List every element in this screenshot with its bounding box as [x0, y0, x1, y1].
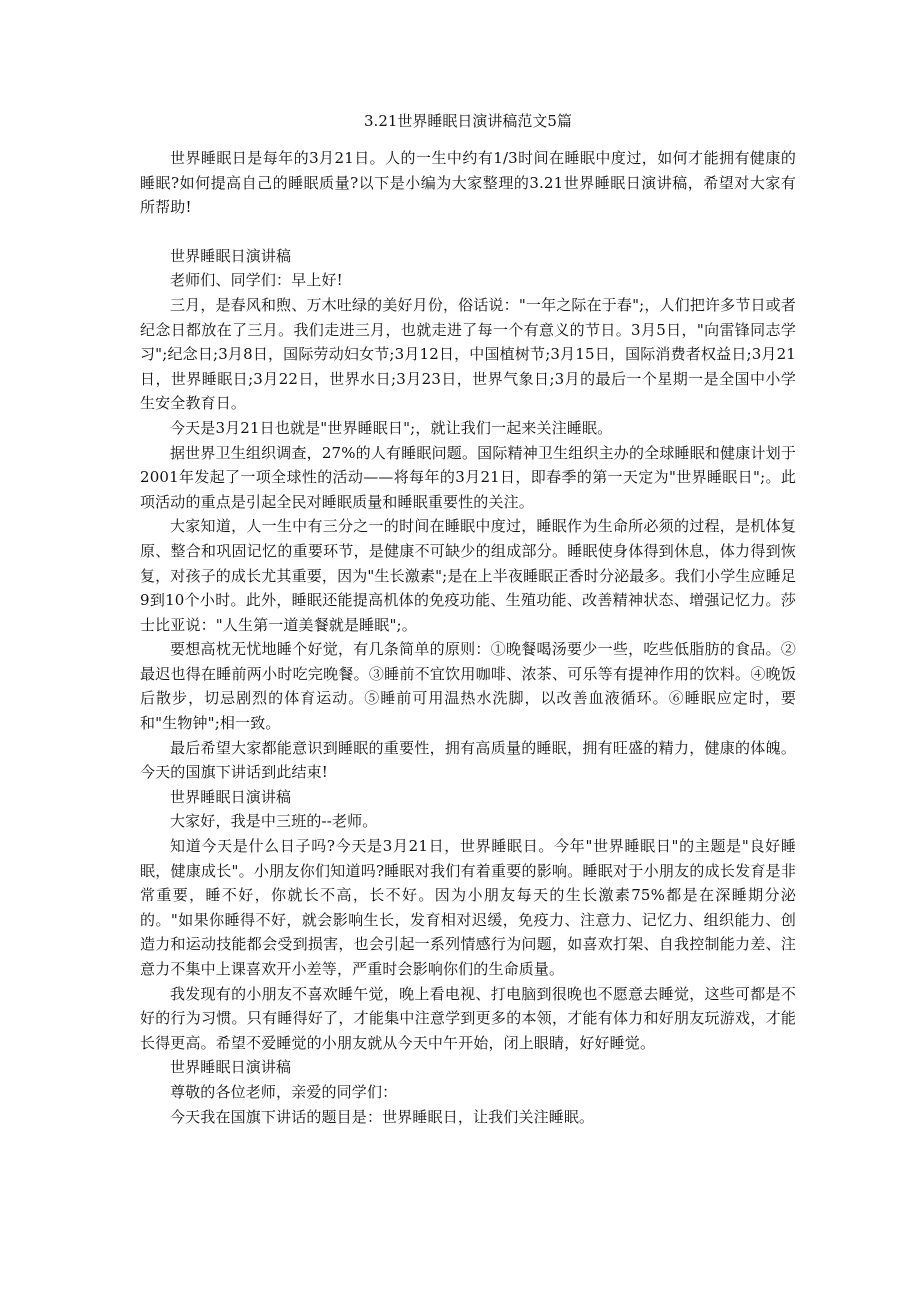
speech3-heading: 世界睡眠日演讲稿: [170, 1058, 292, 1077]
speech1-paragraph: 最后希望大家都能意识到睡眠的重要性，拥有高质量的睡眠，拥有旺盛的精力，健康的体魄。今天的国旗下讲话到此结束!: [140, 738, 796, 782]
speech1-paragraph: 据世界卫生组织调查，27%的人有睡眠问题。国际精神卫生组织主办的全球睡眠和健康计划于2001年发起了一项全球性的活动——将每年的3月21日，即春季的第一天定为"世界睡眠日";。此项活动的重点是引起全民对睡眠质量和睡眠重要性的关注。: [140, 443, 796, 511]
document-title: 3.21世界睡眠日演讲稿范文5篇: [364, 112, 572, 130]
speech2-heading: 世界睡眠日演讲稿: [170, 787, 292, 806]
speech3-greeting: 尊敬的各位老师，亲爱的同学们：: [170, 1082, 398, 1101]
speech1-heading: 世界睡眠日演讲稿: [170, 246, 292, 265]
speech1-paragraph: 大家知道，人一生中有三分之一的时间在睡眠中度过，睡眠作为生命所必须的过程，是机体复原、整合和巩固记忆的重要环节，是健康不可缺少的组成部分。睡眠使身体得到休息，体力得到恢复，对孩子的成长尤其重要，因为"生长激素";是在上半夜睡眠正香时分泌最多。我们小学生应睡足9到10个小时。此外，睡眠还能提高机体的免疫功能、生殖功能、改善精神状态、增强记忆力。莎士比亚说："人生第一道美餐就是睡眠";。: [140, 517, 796, 634]
speech1-paragraph: 要想高枕无忧地睡个好觉，有几条简单的原则：①晚餐喝汤要少一些，吃些低脂肪的食品。②最迟也得在睡前两小时吃完晚餐。③睡前不宜饮用咖啡、浓茶、可乐等有提神作用的饮料。④晚饭后散步，切忌剧烈的体育运动。⑤睡前可用温热水洗脚，以改善血液循环。⑥睡眠应定时，要和"生物钟";相一致。: [140, 640, 796, 733]
speech2-paragraph: 知道今天是什么日子吗?今天是3月21日，世界睡眠日。今年"世界睡眠日"的主题是"良好睡眠，健康成长"。小朋友你们知道吗?睡眠对我们有着重要的影响。睡眠对于小朋友的成长发育是非常重要，睡不好，你就长不高，长不好。因为小朋友每天的生长激素75%都是在深睡期分泌的。"如果你睡得不好，就会影响生长，发育相对迟缓，免疫力、注意力、记忆力、组织能力、创造力和运动技能都会受到损害，也会引起一系列情感行为问题，如喜欢打架、自我控制能力差、注意力不集中上课喜欢开小差等，严重时会影响你们的生命质量。: [140, 837, 796, 978]
speech2-paragraph: 我发现有的小朋友不喜欢睡午觉，晚上看电视、打电脑到很晚也不愿意去睡觉，这些可都是不好的行为习惯。只有睡得好了，才能集中注意学到更多的本领，才能有体力和好朋友玩游戏，才能长得更高。希望不爱睡觉的小朋友就从今天中午开始，闭上眼睛，好好睡觉。: [140, 984, 796, 1052]
section-gap: [140, 220, 796, 244]
speech1-paragraph: 三月，是春风和煦、万木吐绿的美好月份，俗话说："一年之际在于春";，人们把许多节日或者纪念日都放在了三月。我们走进三月，也就走进了每一个有意义的节日。3月5日，"向雷锋同志学习";纪念日;3月8日，国际劳动妇女节;3月12日，中国植树节;3月15日，国际消费者权益日;3月21日，世界睡眠日;3月22日，世界水日;3月23日，世界气象日;3月的最后一个星期一是全国中小学生安全教育日。: [140, 295, 796, 413]
speech1-greeting: 老师们、同学们：早上好!: [170, 271, 343, 290]
intro-paragraph: 世界睡眠日是每年的3月21日。人的一生中约有1/3时间在睡眠中度过，如何才能拥有健康的睡眠?如何提高自己的睡眠质量?以下是小编为大家整理的3.21世界睡眠日演讲稿，希望对大家有所帮助!: [140, 149, 796, 217]
document-page: [140, 110, 796, 1129]
speech1-paragraph: 今天是3月21日也就是"世界睡眠日";，就让我们一起来关注睡眠。: [170, 418, 613, 437]
speech2-greeting: 大家好，我是中三班的--老师。: [170, 812, 378, 831]
speech3-paragraph: 今天我在国旗下讲话的题目是：世界睡眠日，让我们关注睡眠。: [170, 1107, 595, 1126]
